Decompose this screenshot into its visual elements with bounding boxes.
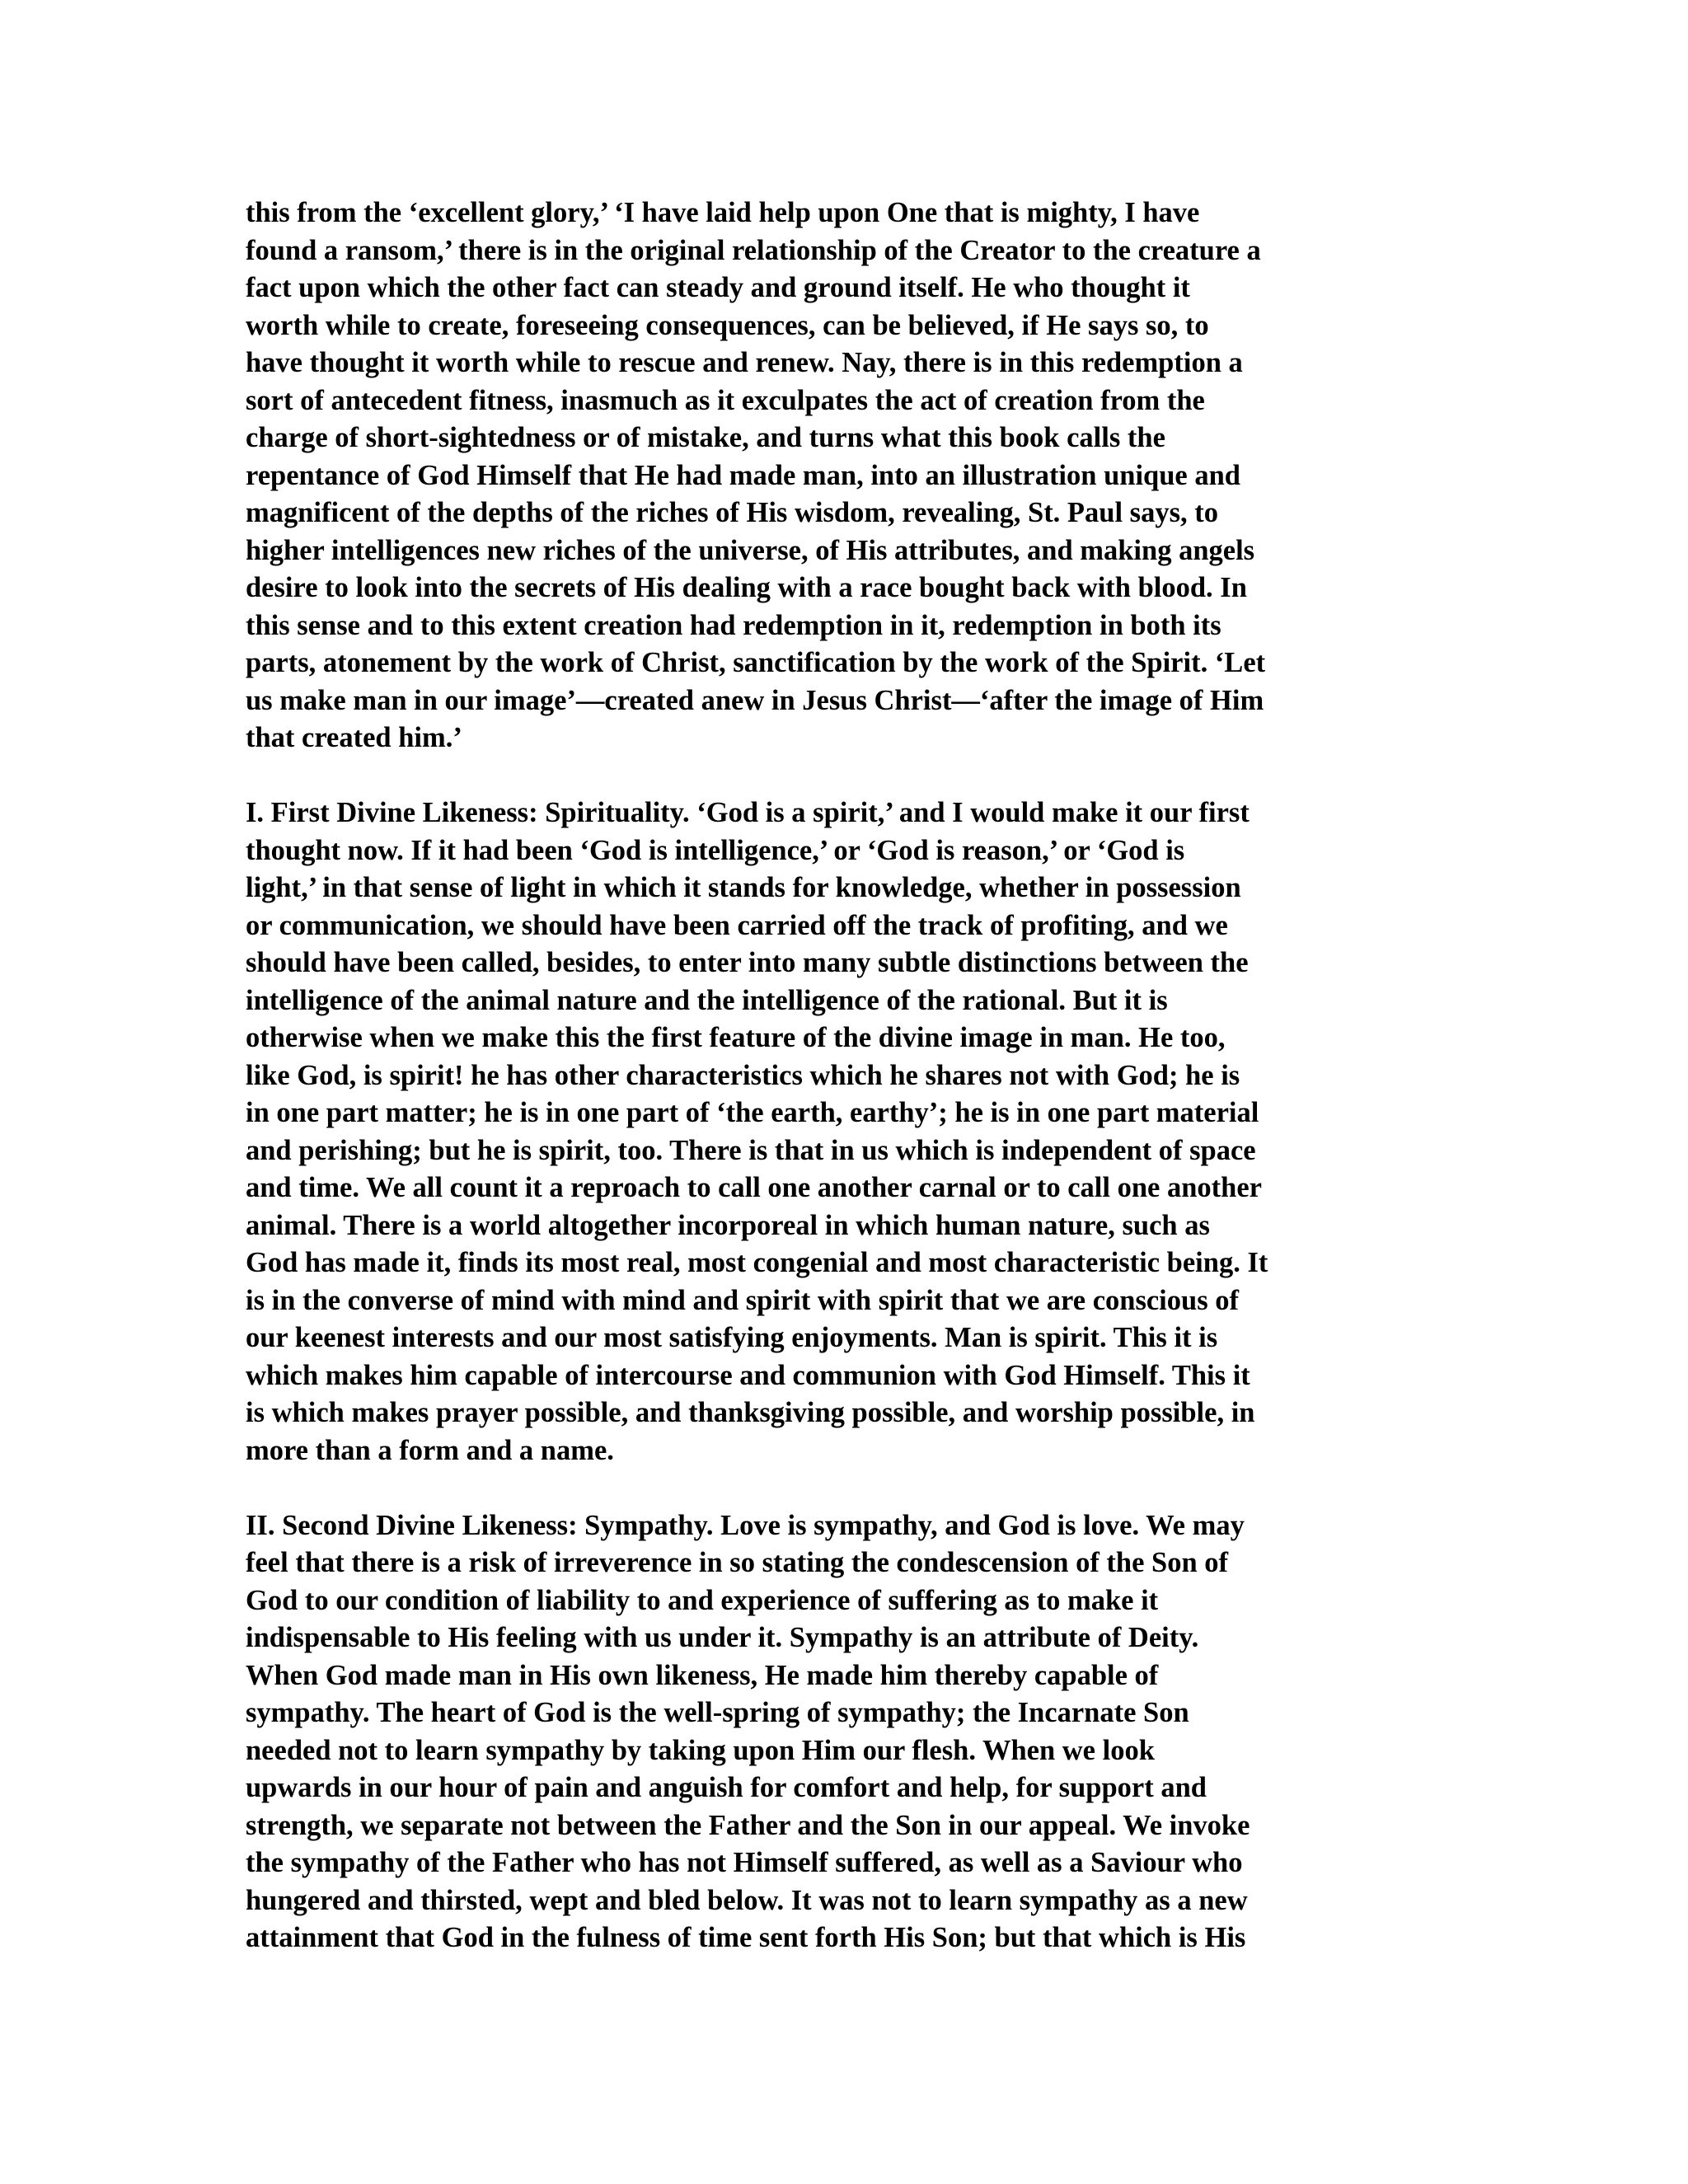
text-line: us make man in our image’—created anew in Jesus Christ—‘after the image of Him: [246, 684, 1264, 716]
body-text: [246, 194, 1441, 1994]
text-line: light,’ in that sense of light in which it stands for knowledge, whether in possession: [246, 872, 1241, 903]
text-line: this sense and to this extent creation had redemption in it, redemption in both its: [246, 609, 1221, 641]
text-line: desire to look into the secrets of His dealing with a race bought back with blood. In: [246, 572, 1247, 603]
text-line: should have been called, besides, to enter into many subtle distinctions between the: [246, 947, 1249, 978]
text-line: higher intelligences new riches of the universe, of His attributes, and making angels: [246, 534, 1255, 566]
text-line: upwards in our hour of pain and anguish for comfort and help, for support and: [246, 1772, 1207, 1803]
text-line: animal. There is a world altogether incorporeal in which human nature, such as: [246, 1209, 1210, 1241]
text-line: that created him.’: [246, 722, 462, 753]
text-line: sympathy. The heart of God is the well-spring of sympathy; the Incarnate Son: [246, 1697, 1189, 1728]
text-line: in one part matter; he is in one part of ‘the earth, earthy’; he is in one part material: [246, 1097, 1259, 1128]
text-line: which makes him capable of intercourse and communion with God Himself. This it: [246, 1359, 1250, 1391]
text-line: more than a form and a name.: [246, 1434, 614, 1466]
text-line: When God made man in His own likeness, He made him thereby capable of: [246, 1659, 1159, 1691]
text-line: our keenest interests and our most satisfying enjoyments. Man is spirit. This it is: [246, 1322, 1218, 1353]
text-line: thought now. If it had been ‘God is intelligence,’ or ‘God is reason,’ or ‘God is: [246, 834, 1185, 866]
text-line: God to our condition of liability to and experience of suffering as to make it: [246, 1584, 1159, 1616]
text-line: God has made it, finds its most real, most congenial and most characteristic being. It: [246, 1247, 1268, 1278]
text-line: this from the ‘excellent glory,’ ‘I have laid help upon One that is mighty, I have: [246, 197, 1200, 228]
text-line: magnificent of the depths of the riches of His wisdom, revealing, St. Paul says, to: [246, 497, 1218, 528]
text-line: intelligence of the animal nature and the intelligence of the rational. But it is: [246, 984, 1168, 1016]
text-line: is in the converse of mind with mind and spirit with spirit that we are conscious of: [246, 1284, 1239, 1316]
text-line: II. Second Divine Likeness: Sympathy. Love is sympathy, and God is love. We may: [246, 1509, 1245, 1541]
text-line: hungered and thirsted, wept and bled below. It was not to learn sympathy as a new: [246, 1884, 1248, 1916]
text-line: and perishing; but he is spirit, too. There is that in us which is independent of space: [246, 1134, 1256, 1166]
text-line: is which makes prayer possible, and thanksgiving possible, and worship possible, in: [246, 1397, 1255, 1428]
text-line: like God, is spirit! he has other characteristics which he shares not with God; he is: [246, 1059, 1240, 1091]
text-line: and time. We all count it a reproach to call one another carnal or to call one another: [246, 1172, 1262, 1203]
text-line: strength, we separate not between the Father and the Son in our appeal. We invoke: [246, 1809, 1250, 1841]
text-line: repentance of God Himself that He had made man, into an illustration unique and: [246, 459, 1240, 491]
paragraph-sympathy: [246, 1507, 1441, 1957]
text-line: or communication, we should have been carried off the track of profiting, and we: [246, 909, 1228, 941]
text-line: worth while to create, foreseeing consequences, can be believed, if He says so, to: [246, 309, 1209, 341]
paragraph-redemption: [246, 194, 1441, 757]
text-line: the sympathy of the Father who has not Himself suffered, as well as a Saviour who: [246, 1847, 1243, 1878]
text-line: parts, atonement by the work of Christ, sanctification by the work of the Spirit. ‘Let: [246, 647, 1266, 678]
text-line: sort of antecedent fitness, inasmuch as it exculpates the act of creation from the: [246, 384, 1205, 416]
text-line: otherwise when we make this the first feature of the divine image in man. He too,: [246, 1022, 1226, 1053]
text-line: feel that there is a risk of irreverence in so stating the condescension of the Son of: [246, 1547, 1229, 1578]
text-line: needed not to learn sympathy by taking upon Him our flesh. When we look: [246, 1734, 1155, 1766]
text-line: have thought it worth while to rescue and renew. Nay, there is in this redemption a: [246, 347, 1243, 378]
text-line: fact upon which the other fact can steady and ground itself. He who thought it: [246, 272, 1190, 303]
text-line: I. First Divine Likeness: Spirituality. ‘God is a spirit,’ and I would make it our first: [246, 797, 1250, 828]
text-line: attainment that God in the fulness of time sent forth His Son; but that which is His: [246, 1922, 1246, 1953]
text-line: found a ransom,’ there is in the original relationship of the Creator to the creature a: [246, 234, 1261, 266]
paragraph-spirituality: [246, 794, 1441, 1469]
text-line: charge of short-sightedness or of mistake, and turns what this book calls the: [246, 422, 1165, 453]
text-line: indispensable to His feeling with us under it. Sympathy is an attribute of Deity.: [246, 1622, 1199, 1653]
